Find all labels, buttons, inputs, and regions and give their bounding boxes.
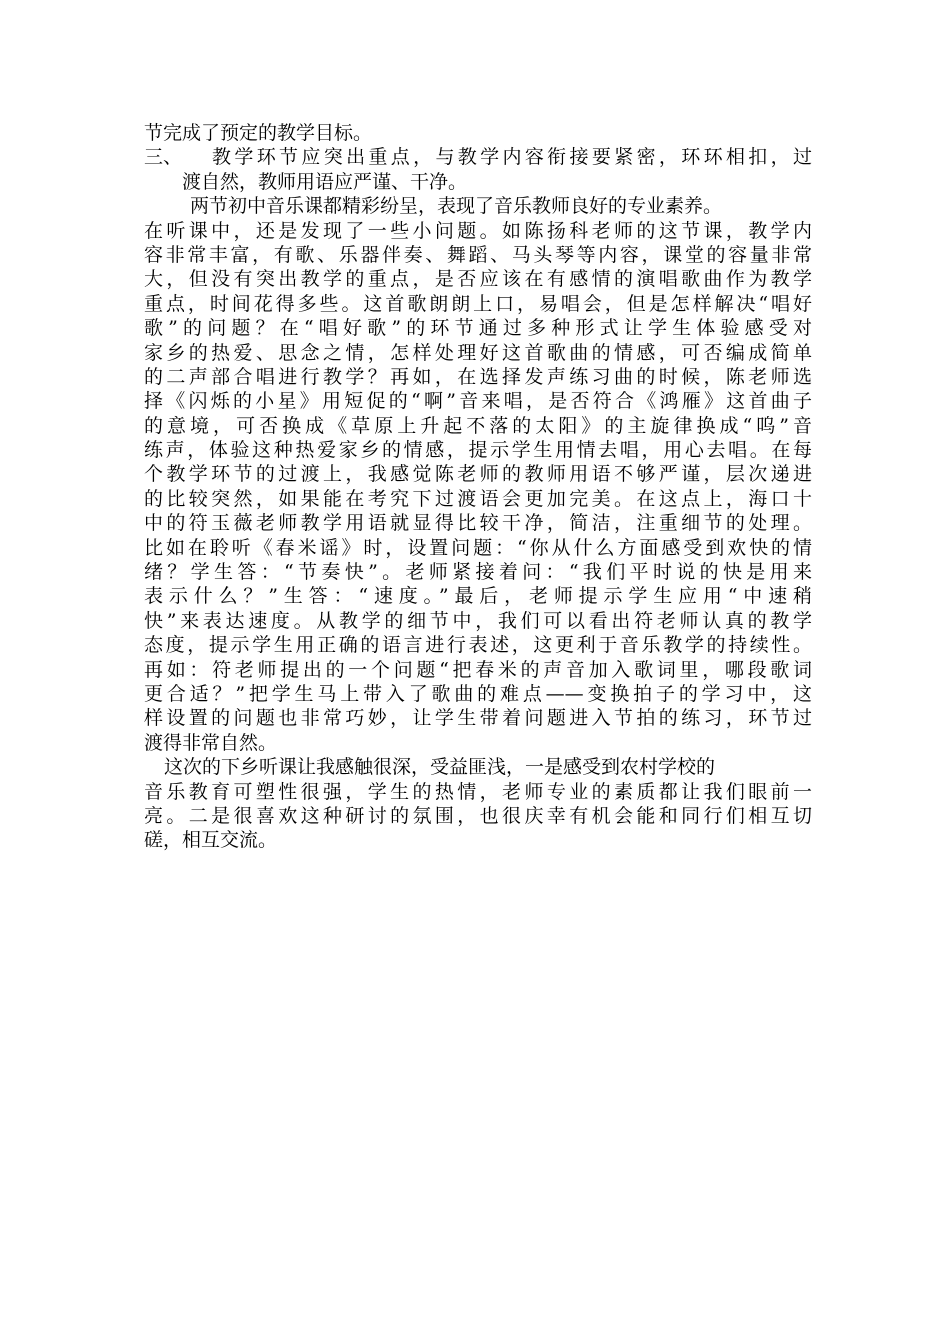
paragraph-line: 的意境，可否换成《草原上升起不落的太阳》的主旋律换成“呜”音 bbox=[144, 414, 812, 437]
paragraph-2 bbox=[144, 755, 812, 853]
paragraph-line: 亮。二是很喜欢这种研讨的氛围，也很庆幸有机会能和同行们相互切 bbox=[144, 804, 812, 827]
paragraph-line: 歌”的问题？在“唱好歌”的环节通过多种形式让学生体验感受对 bbox=[144, 317, 812, 340]
paragraph-line: 练声，体验这种热爱家乡的情感，提示学生用情去唱，用心去唱。在每 bbox=[144, 439, 812, 462]
paragraph-1 bbox=[144, 194, 812, 755]
paragraph-line: 再如：符老师提出的一个问题“把春米的声音加入歌词里，哪段歌词 bbox=[144, 658, 812, 681]
paragraph-line: 两节初中音乐课都精彩纷呈，表现了音乐教师良好的专业素养。 bbox=[190, 195, 723, 218]
paragraph-line: 个教学环节的过渡上，我感觉陈老师的教师用语不够严谨，层次递进 bbox=[144, 463, 812, 486]
paragraph-line: 快”来表达速度。从教学的细节中，我们可以看出符老师认真的教学 bbox=[144, 609, 812, 632]
section-number: 三、 bbox=[144, 146, 183, 169]
document-body bbox=[144, 121, 812, 853]
paragraph-line: 更合适？”把学生马上带入了歌曲的难点——变换拍子的学习中，这 bbox=[144, 682, 812, 705]
paragraph-line: 这次的下乡听课让我感触很深，受益匪浅，一是感受到农村学校的 bbox=[164, 756, 716, 779]
paragraph-line: 磋，相互交流。 bbox=[144, 829, 278, 852]
paragraph-line: 的比较突然，如果能在考究下过渡语会更加完美。在这点上，海口十 bbox=[144, 487, 812, 510]
paragraph-line: 择《闪烁的小星》用短促的“啊”音来唱，是否符合《鸿雁》这首曲子 bbox=[144, 390, 812, 413]
paragraph-line: 渡得非常自然。 bbox=[144, 731, 278, 754]
section-title-line-1: 教学环节应突出重点，与教学内容衔接要紧密，环环相扣，过 bbox=[212, 146, 812, 169]
paragraph-line: 容非常丰富，有歌、乐器伴奏、舞蹈、马头琴等内容，课堂的容量非常 bbox=[144, 243, 812, 266]
paragraph-line: 在听课中，还是发现了一些小问题。如陈扬科老师的这节课，教学内 bbox=[144, 219, 812, 242]
section-title-line-2: 渡自然，教师用语应严谨、干净。 bbox=[182, 170, 468, 193]
paragraph-line: 大，但没有突出教学的重点，是否应该在有感情的演唱歌曲作为教学 bbox=[144, 268, 812, 291]
paragraph-line: 态度，提示学生用正确的语言进行表述，这更利于音乐教学的持续性。 bbox=[144, 634, 812, 657]
paragraph-line: 绪？学生答：“节奏快”。老师紧接着问：“我们平时说的快是用来 bbox=[144, 561, 812, 584]
paragraph-line: 中的符玉薇老师教学用语就显得比较干净，简洁，注重细节的处理。 bbox=[144, 512, 812, 535]
paragraph-line: 家乡的热爱、思念之情，怎样处理好这首歌曲的情感，可否编成简单 bbox=[144, 341, 812, 364]
intro-line: 节完成了预定的教学目标。 bbox=[144, 122, 373, 144]
paragraph-line: 比如在聆听《春米谣》时，设置问题：“你从什么方面感受到欢快的情 bbox=[144, 536, 812, 559]
paragraph-line: 重点，时间花得多些。这首歌朗朗上口，易唱会，但是怎样解决“唱好 bbox=[144, 292, 812, 315]
paragraph-line: 的二声部合唱进行教学？再如，在选择发声练习曲的时候，陈老师选 bbox=[144, 365, 812, 388]
paragraph-line: 样设置的问题也非常巧妙，让学生带着问题进入节拍的练习，环节过 bbox=[144, 707, 812, 730]
paragraph-line: 音乐教育可塑性很强，学生的热情，老师专业的素质都让我们眼前一 bbox=[144, 780, 812, 803]
paragraph-line: 表示什么？”生答：“速度。”最后，老师提示学生应用“中速稍 bbox=[144, 585, 812, 608]
section-heading bbox=[144, 145, 812, 169]
